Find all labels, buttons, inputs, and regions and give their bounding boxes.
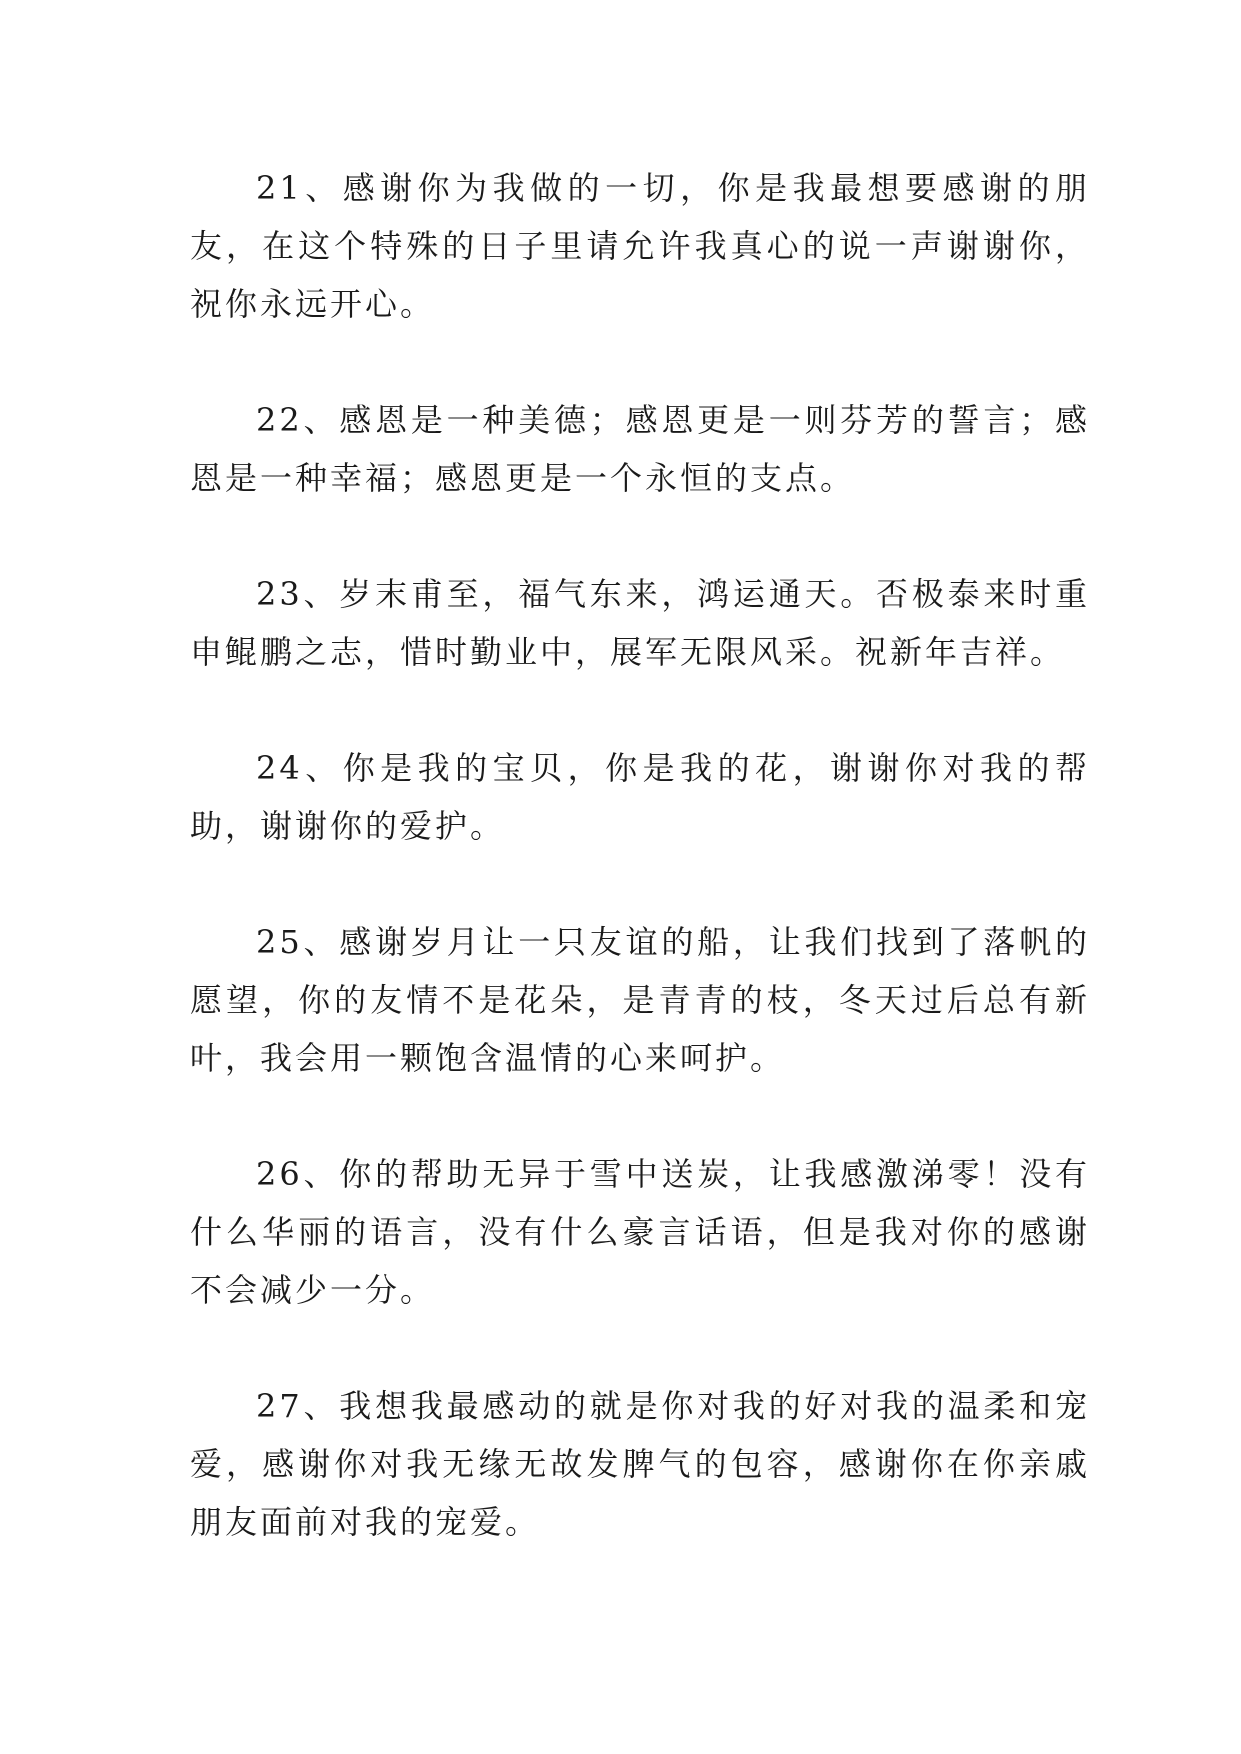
paragraph-24: 24、你是我的宝贝，你是我的花，谢谢你对我的帮助，谢谢你的爱护。 <box>190 749 1090 845</box>
paragraph-27: 27、我想我最感动的就是你对我的好对我的温柔和宠爱，感谢你对我无缘无故发脾气的包容，感谢你在你亲戚朋友面前对我的宠爱。 <box>190 1387 1090 1541</box>
paragraph-23: 23、岁末甫至，福气东来，鸿运通天。否极泰来时重申鲲鹏之志，惜时勤业中，展军无限风采。祝新年吉祥。 <box>190 575 1090 671</box>
paragraph-25: 25、感谢岁月让一只友谊的船，让我们找到了落帆的愿望，你的友情不是花朵，是青青的枝，冬天过后总有新叶，我会用一颗饱含温情的心来呵护。 <box>190 923 1090 1077</box>
paragraph-21: 21、感谢你为我做的一切，你是我最想要感谢的朋友，在这个特殊的日子里请允许我真心的说一声谢谢你，祝你永远开心。 <box>190 169 1090 323</box>
paragraph-26: 26、你的帮助无异于雪中送炭，让我感激涕零！没有什么华丽的语言，没有什么豪言话语，但是我对你的感谢不会减少一分。 <box>190 1155 1090 1309</box>
paragraph-22: 22、感恩是一种美德；感恩更是一则芬芳的誓言；感恩是一种幸福；感恩更是一个永恒的支点。 <box>190 401 1090 497</box>
